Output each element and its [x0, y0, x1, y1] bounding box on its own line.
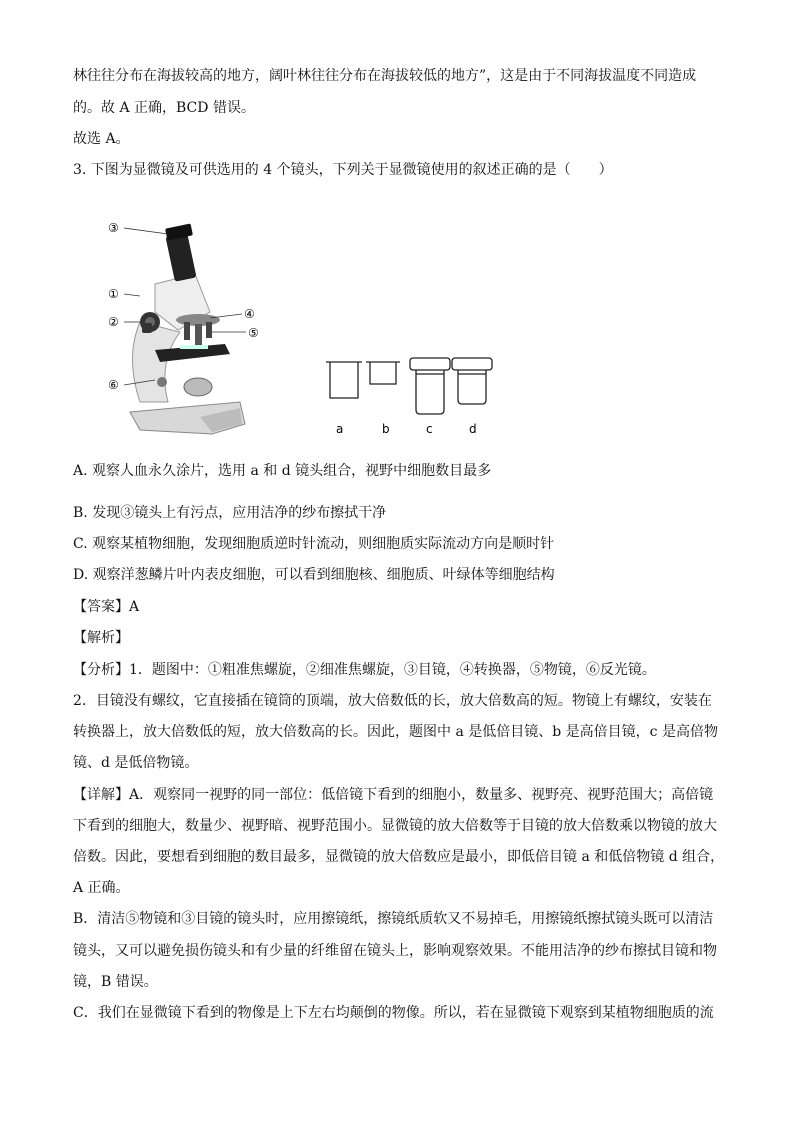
body-line: 【详解】A．观察同一视野的同一部位：低倍镜下看到的细胞小，数量多、视野亮、视野范围大；高倍镜	[73, 787, 714, 803]
text-line: 故选 A。	[73, 131, 130, 147]
microscope-arm	[133, 322, 181, 402]
body-line: C．我们在显微镜下看到的物像是上下左右均颠倒的物像。所以，若在显微镜下观察到某植物细胞质的流	[73, 1005, 714, 1021]
marker-1: ①	[108, 287, 119, 301]
lens-a	[326, 362, 362, 398]
marker-3: ③	[108, 221, 119, 235]
fine-knob	[142, 323, 152, 333]
lens-label-c: c	[426, 422, 433, 436]
option-d: D. 观察洋葱鳞片叶内表皮细胞，可以看到细胞核、细胞质、叶绿体等细胞结构	[73, 567, 555, 583]
marker-6: ⑥	[108, 378, 119, 392]
analysis-heading: 【解析】	[73, 630, 129, 646]
mirror	[184, 378, 212, 396]
lens-label-a: a	[336, 422, 344, 436]
lens-label-d: d	[469, 422, 477, 436]
option-c: C. 观察某植物细胞，发现细胞质逆时针流动，则细胞质实际流动方向是顺时针	[73, 536, 555, 552]
microscope-figure	[100, 212, 520, 447]
body-line: B．清洁⑤物镜和③目镜的镜头时，应用擦镜纸，擦镜纸质软又不易掉毛，用擦镜纸擦拭镜头既可以清洁	[73, 911, 714, 927]
marker-4: ④	[244, 307, 255, 321]
marker-5: ⑤	[248, 326, 259, 340]
body-line: 下看到的细胞大，数量少、视野暗、视野范围小。显微镜的放大倍数等于目镜的放大倍数乘以物镜的放大	[73, 818, 717, 834]
lens-c	[410, 358, 450, 414]
body-line: A 正确。	[73, 880, 130, 896]
body-line: 倍数。因此，要想看到细胞的数目最多，显微镜的放大倍数应是最小，即低倍目镜 a 和低倍物镜 d 组合，	[73, 849, 725, 865]
marker-2: ②	[108, 315, 119, 329]
option-b: B. 发现③镜头上有污点，应用洁净的纱布擦拭干净	[73, 505, 387, 521]
body-line: 镜、d 是低倍物镜。	[73, 755, 199, 771]
lens-label-b: b	[382, 422, 390, 436]
body-line: 镜，B 错误。	[73, 974, 158, 990]
answer-label: 【答案】A	[73, 599, 140, 615]
lens-b	[366, 362, 400, 384]
option-a: A. 观察人血永久涂片，选用 a 和 d 镜头组合，视野中细胞数目最多	[73, 463, 492, 479]
text-line: 林往往分布在海拔较高的地方，阔叶林往往分布在海拔较低的地方”，这是由于不同海拔温度不同造成	[73, 68, 697, 84]
lens-d	[452, 358, 492, 404]
body-line: 【分析】1．题图中：①粗准焦螺旋，②细准焦螺旋，③目镜，④转换器，⑤物镜，⑥反光镜。	[73, 662, 656, 678]
text-line: 的。故 A 正确，BCD 错误。	[73, 100, 255, 116]
body-line: 2．目镜没有螺纹，它直接插在镜筒的顶端，放大倍数低的长，放大倍数高的短。物镜上有螺纹，安装在	[73, 693, 712, 709]
question-stem: 3. 下图为显微镜及可供选用的 4 个镜头，下列关于显微镜使用的叙述正确的是（ ）	[73, 162, 613, 178]
body-line: 转换器上，放大倍数低的短，放大倍数高的长。因此，题图中 a 是低倍目镜、b 是高倍目镜，c 是高倍物	[73, 724, 718, 740]
body-line: 镜头，又可以避免损伤镜头和有少量的纤维留在镜头上，影响观察效果。不能用洁净的纱布擦拭目镜和物	[73, 943, 717, 959]
